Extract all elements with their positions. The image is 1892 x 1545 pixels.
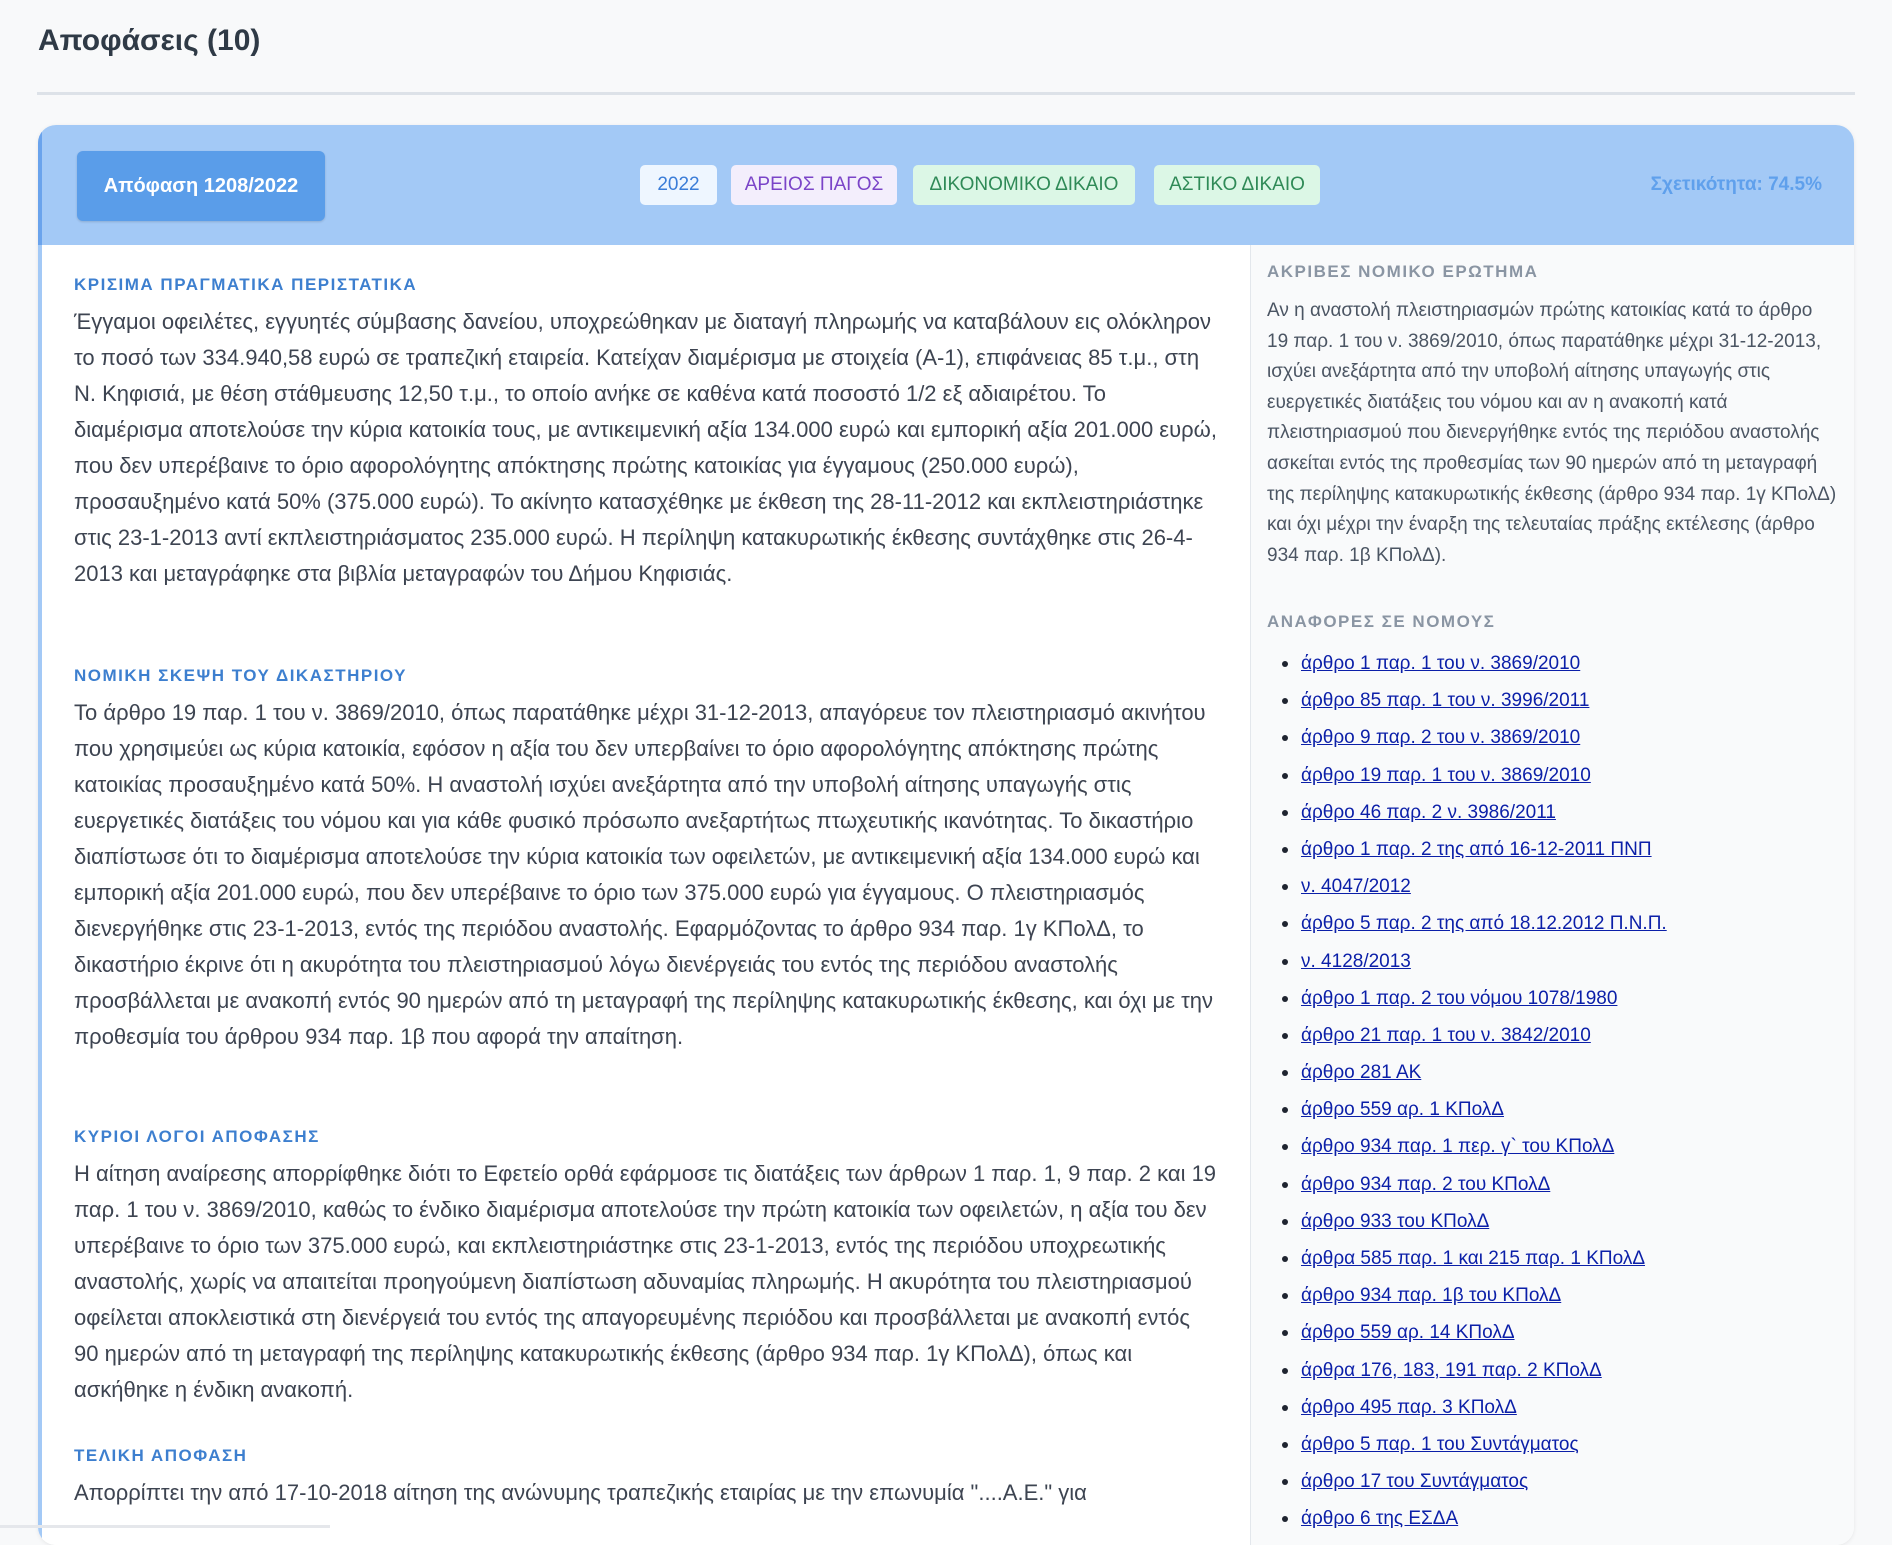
list-item — [1301, 1463, 1667, 1500]
law-reference-link[interactable]: ν. 4047/2012 — [1301, 876, 1411, 898]
list-item — [1301, 719, 1667, 756]
tag-list — [42, 165, 1854, 207]
list-item — [1301, 1314, 1667, 1351]
decision-number-button[interactable]: Απόφαση 1208/2022 — [77, 151, 325, 221]
legal-question-heading: ΑΚΡΙΒΕΣ ΝΟΜΙΚΟ ΕΡΩΤΗΜΑ — [1267, 262, 1539, 281]
legal-question-text: Αν η αναστολή πλειστηριασμών πρώτης κατοικίας κατά το άρθρο 19 παρ. 1 του ν. 3869/2010, όπως παρατάθηκε μέχρι 31-12-2013, ισχύει ανεξάρτητα από την υποβολή αίτησης υπαγωγής στις ευεργετικές διατάξεις του νόμου και αν η ανακοπή κατά πλειστηριασμού που διενεργήθηκε εντός της περιόδου αναστολής ασκείται εντός της προθεσμίας των 90 ημερών από τη μεταγραφή της περίληψης κατακυρωτικής έκθεσης (άρθρο 934 παρ. 1γ ΚΠολΔ) και όχι μέχρι την έναρξη της τελευταίας πράξης εκτέλεσης (άρθρο 934 παρ. 1β ΚΠολΔ). — [1267, 300, 1837, 566]
reasons-text: Η αίτηση αναίρεσης απορρίφθηκε διότι το Εφετείο ορθά εφάρμοσε τις διατάξεις των άρθρων 1 παρ. 1, 9 παρ. 2 και 19 παρ. 1 του ν. 3869/2010, καθώς το ένδικο διαμέρισμα αποτελούσε την πρώτη κατοικία των οφειλετών, η αξία του δεν υπερέβαινε το όριο των 375.000 ευρώ, και εκπλειστηριάστηκε στις 23-1-2013, εντός της περιόδου υποχρεωτικής αναστολής, χωρίς να απαιτείται προηγούμενη διαπίστωση αδυναμίας πληρωμής. Η ακυρότητα του πλειστηριασμού οφείλεται αποκλειστικά στη διενέργειά του εντός της απαγορευμένης περιόδου και προσβάλλεται με ανακοπή εντός 90 ημερών από τη μεταγραφή της περίληψης κατακυρωτικής έκθεσης (άρθρο 934 παρ. 1γ ΚΠολΔ), όπως και ασκήθηκε η ένδικη ανακοπή. — [74, 1161, 1217, 1402]
law-reference-link[interactable]: άρθρο 17 του Συντάγματος — [1301, 1471, 1529, 1493]
page-title: Αποφάσεις (10) — [38, 24, 261, 57]
facts-heading: ΚΡΙΣΙΜΑ ΠΡΑΓΜΑΤΙΚΑ ΠΕΡΙΣΤΑΤΙΚΑ — [74, 275, 418, 294]
law-reference-link[interactable]: άρθρο 85 παρ. 1 του ν. 3996/2011 — [1301, 690, 1590, 712]
list-item — [1301, 868, 1667, 905]
list-item — [1301, 1054, 1667, 1091]
reasoning-heading: ΝΟΜΙΚΗ ΣΚΕΨΗ ΤΟΥ ΔΙΚΑΣΤΗΡΙΟΥ — [74, 666, 408, 685]
decision-sidebar — [1250, 245, 1854, 1545]
law-reference-link[interactable]: άρθρα 176, 183, 191 παρ. 2 ΚΠολΔ — [1301, 1359, 1602, 1381]
law-area-tag: ΑΣΤΙΚΟ ΔΙΚΑΙΟ — [1154, 165, 1320, 205]
year-tag: 2022 — [640, 165, 717, 205]
law-reference-link[interactable]: άρθρο 934 παρ. 1 περ. γ` του ΚΠολΔ — [1301, 1136, 1615, 1158]
law-reference-link[interactable]: άρθρο 934 παρ. 2 του ΚΠολΔ — [1301, 1173, 1551, 1195]
facts-text: Έγγαμοι οφειλέτες, εγγυητές σύμβασης δανείου, υποχρεώθηκαν με διαταγή πληρωμής να καταβάλουν εις ολόκληρον το ποσό των 334.940,58 ευρώ σε τραπεζική εταιρεία. Κατείχαν διαμέρισμα με στοιχεία (Α-1), επιφάνειας 85 τ.μ., στη Ν. Κηφισιά, με θέση στάθμευσης 12,50 τ.μ., το οποίο ανήκε σε καθένα κατά ποσοστό 1/2 εξ αδιαιρέτου. Το διαμέρισμα αποτελούσε την κύρια κατοικία τους, με αντικειμενική αξία 134.000 ευρώ και εμπορική αξία 201.000 ευρώ, που δεν υπερέβαινε το όριο αφορολόγητης απόκτησης πρώτης κατοικίας για έγγαμους (250.000 ευρώ), προσαυξημένο κατά 50% (375.000 ευρώ). Το ακίνητο κατασχέθηκε με έκθεση της 28-11-2012 και εκπλειστηριάστηκε στις 23-1-2013 αντί εκπλειστηριάσματος 235.000 ευρώ. Η περίληψη κατακυρωτικής έκθεσης συντάχθηκε στις 26-4-2013 και μεταγράφηκε στα βιβλία μεταγραφών του Δήμου Κηφισιάς. — [74, 309, 1217, 586]
reasoning-text: Το άρθρο 19 παρ. 1 του ν. 3869/2010, όπως παρατάθηκε μέχρι 31-12-2013, απαγόρευε τον πλειστηριασμό ακινήτου που χρησιμεύει ως κύρια κατοικία, εφόσον η αξία του δεν υπερβαίνει το όριο αφορολόγητης απόκτησης πρώτης κατοικίας προσαυξημένο κατά 50%. Η αναστολή ισχύει ανεξάρτητα από την υποβολή αίτησης υπαγωγής στις ευεργετικές διατάξεις του νόμου και για κάθε φυσικό πρόσωπο ανεξαρτήτως πτωχευτικής ικανότητας. Το δικαστήριο διαπίστωσε ότι το διαμέρισμα αποτελούσε την κύρια κατοικία των οφειλετών, με αντικειμενική αξία 134.000 ευρώ και εμπορική αξία 201.000 ευρώ, που δεν υπερέβαινε το όριο των 375.000 ευρώ για έγγαμους. Ο πλειστηριασμός διενεργήθηκε στις 23-1-2013, εντός της περιόδου αναστολής. Εφαρμόζοντας το άρθρο 934 παρ. 1γ ΚΠολΔ, το δικαστήριο έκρινε ότι η ακυρότητα του πλειστηριασμού λόγω διενέργειάς του εντός της περιόδου αναστολής προσβάλλεται με ανακοπή εντός 90 ημερών από τη μεταγραφή της περίληψης κατακυρωτικής έκθεσης, και όχι με την προθεσμία του άρθρου 934 παρ. 1β που αφορά την απαίτηση. — [74, 700, 1214, 1049]
list-item — [1301, 682, 1667, 719]
relevance-score: Σχετικότητα: 74.5% — [1650, 174, 1822, 195]
list-item — [1301, 1500, 1667, 1537]
law-reference-link[interactable]: άρθρο 559 αρ. 1 ΚΠολΔ — [1301, 1099, 1504, 1121]
list-item — [1301, 943, 1667, 980]
decision-card-header — [38, 125, 1854, 245]
list-item — [1301, 1091, 1667, 1128]
law-reference-link[interactable]: άρθρο 1 παρ. 2 της από 16-12-2011 ΠΝΠ — [1301, 838, 1652, 860]
list-item — [1301, 1166, 1667, 1203]
list-item — [1301, 1240, 1667, 1277]
verdict-heading: ΤΕΛΙΚΗ ΑΠΟΦΑΣΗ — [74, 1446, 248, 1465]
list-item — [1301, 794, 1667, 831]
law-references-list — [1267, 645, 1667, 1538]
law-area-tag: ΔΙΚΟΝΟΜΙΚΟ ΔΙΚΑΙΟ — [913, 165, 1135, 205]
law-reference-link[interactable]: άρθρο 5 παρ. 1 του Συντάγματος — [1301, 1433, 1579, 1455]
law-reference-link[interactable]: ν. 4128/2013 — [1301, 950, 1411, 972]
law-references-heading: ΑΝΑΦΟΡΕΣ ΣΕ ΝΟΜΟΥΣ — [1267, 612, 1496, 631]
list-item — [1301, 757, 1667, 794]
list-item — [1301, 1128, 1667, 1165]
reasons-heading: ΚΥΡΙΟΙ ΛΟΓΟΙ ΑΠΟΦΑΣΗΣ — [74, 1127, 320, 1146]
law-reference-link[interactable]: άρθρο 6 της ΕΣΔΑ — [1301, 1508, 1459, 1530]
law-reference-link[interactable]: άρθρο 9 παρ. 2 του ν. 3869/2010 — [1301, 727, 1581, 749]
law-reference-link[interactable]: άρθρο 934 παρ. 1β του ΚΠολΔ — [1301, 1285, 1562, 1307]
law-reference-link[interactable]: άρθρο 1 παρ. 1 του ν. 3869/2010 — [1301, 653, 1581, 674]
decision-main-content — [38, 245, 1250, 1545]
law-reference-link[interactable]: άρθρο 19 παρ. 1 του ν. 3869/2010 — [1301, 764, 1591, 786]
list-item — [1301, 905, 1667, 942]
list-item — [1301, 1426, 1667, 1463]
law-reference-link[interactable]: άρθρο 21 παρ. 1 του ν. 3842/2010 — [1301, 1024, 1591, 1046]
list-item — [1301, 1017, 1667, 1054]
law-reference-link[interactable]: άρθρα 585 παρ. 1 και 215 παρ. 1 ΚΠολΔ — [1301, 1248, 1646, 1269]
list-item — [1301, 1389, 1667, 1426]
law-reference-link[interactable]: άρθρο 281 ΑΚ — [1301, 1062, 1422, 1084]
law-reference-link[interactable]: άρθρο 5 παρ. 2 της από 18.12.2012 Π.Ν.Π. — [1301, 913, 1667, 935]
law-reference-link[interactable]: άρθρο 933 του ΚΠολΔ — [1301, 1210, 1490, 1232]
list-item — [1301, 1277, 1667, 1314]
law-reference-link[interactable]: άρθρο 1 παρ. 2 του νόμου 1078/1980 — [1301, 987, 1618, 1009]
law-reference-link[interactable]: άρθρο 46 παρ. 2 ν. 3986/2011 — [1301, 801, 1556, 823]
list-item — [1301, 1352, 1667, 1389]
law-reference-link[interactable]: άρθρο 495 παρ. 3 ΚΠολΔ — [1301, 1396, 1517, 1418]
law-reference-link[interactable]: άρθρο 559 αρ. 14 ΚΠολΔ — [1301, 1322, 1515, 1344]
decision-card — [38, 125, 1854, 1545]
verdict-text: Απορρίπτει την από 17-10-2018 αίτηση της ανώνυμης τραπεζικής εταιρίας με την επωνυμία "....Α.Ε." για — [74, 1480, 1087, 1505]
list-item — [1301, 831, 1667, 868]
list-item — [1301, 980, 1667, 1017]
list-item — [1301, 1203, 1667, 1240]
list-item — [1301, 645, 1667, 682]
page-header — [37, 0, 1855, 95]
court-tag: ΑΡΕΙΟΣ ΠΑΓΟΣ — [731, 165, 897, 205]
